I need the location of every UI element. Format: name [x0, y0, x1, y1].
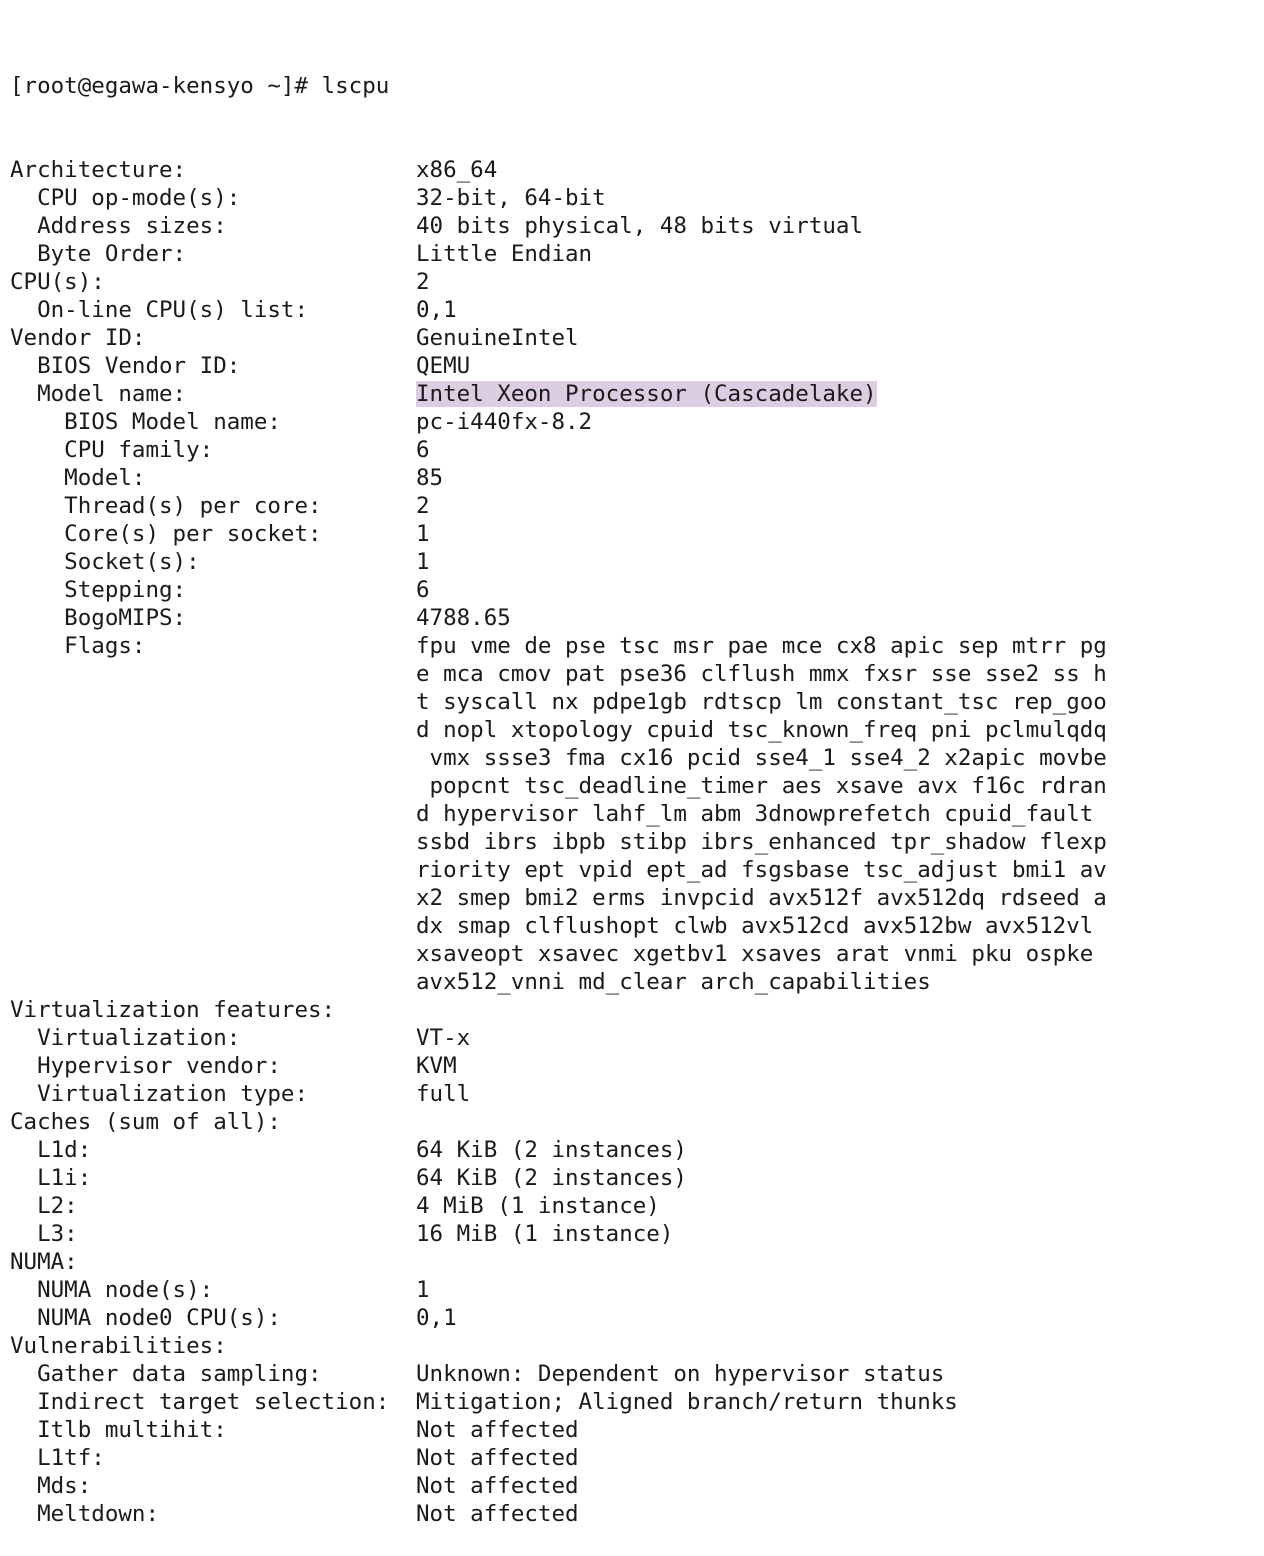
field-label: CPU op-mode(s):: [10, 185, 241, 211]
selected-field-value: Intel Xeon Processor (Cascadelake): [416, 381, 877, 407]
field-value: 64 KiB (2 instances): [416, 1165, 687, 1191]
output-line: [10, 1220, 1107, 1248]
field-value: x86_64: [416, 157, 498, 183]
output-line: [10, 576, 1107, 604]
output-line: [10, 996, 1107, 1024]
output-line: [10, 912, 1107, 940]
field-value: Not affected: [416, 1501, 579, 1527]
field-value: full: [416, 1081, 471, 1107]
output-line: [10, 828, 1107, 856]
field-label: BIOS Vendor ID:: [10, 353, 241, 379]
field-value: VT-x: [416, 1025, 471, 1051]
lscpu-output: [10, 156, 1107, 1528]
output-line: [10, 604, 1107, 632]
output-line: [10, 800, 1107, 828]
output-line: [10, 1416, 1107, 1444]
field-value: 16 MiB (1 instance): [416, 1221, 674, 1247]
output-line: [10, 464, 1107, 492]
field-value: avx512_vnni md_clear arch_capabilities: [416, 969, 931, 995]
output-line: [10, 408, 1107, 436]
field-value: pc-i440fx-8.2: [416, 409, 593, 435]
field-value: 0,1: [416, 297, 457, 323]
field-value: Mitigation; Aligned branch/return thunks: [416, 1389, 958, 1415]
field-label: CPU family:: [10, 437, 214, 463]
field-value: d hypervisor lahf_lm abm 3dnowprefetch cpuid_fault: [416, 801, 1094, 827]
output-line: [10, 1108, 1107, 1136]
output-line: [10, 1248, 1107, 1276]
output-line: [10, 492, 1107, 520]
field-label: BogoMIPS:: [10, 605, 187, 631]
field-label: Meltdown:: [10, 1501, 160, 1527]
field-value: riority ept vpid ept_ad fsgsbase tsc_adjust bmi1 av: [416, 857, 1107, 883]
output-line: [10, 884, 1107, 912]
field-label: Core(s) per socket:: [10, 521, 322, 547]
field-label: NUMA:: [10, 1249, 78, 1275]
field-value: 1: [416, 521, 430, 547]
field-label: Gather data sampling:: [10, 1361, 322, 1387]
output-line: [10, 660, 1107, 688]
field-value: ssbd ibrs ibpb stibp ibrs_enhanced tpr_shadow flexp: [416, 829, 1107, 855]
field-label: Model name:: [10, 381, 187, 407]
output-line: [10, 1080, 1107, 1108]
output-line: [10, 688, 1107, 716]
output-line: [10, 352, 1107, 380]
field-label: Virtualization type:: [10, 1081, 309, 1107]
output-line: [10, 1444, 1107, 1472]
field-label: Model:: [10, 465, 146, 491]
field-value: e mca cmov pat pse36 clflush mmx fxsr sse sse2 ss h: [416, 661, 1107, 687]
field-label: On-line CPU(s) list:: [10, 297, 309, 323]
field-value: Not affected: [416, 1473, 579, 1499]
field-label: Stepping:: [10, 577, 187, 603]
output-line: [10, 520, 1107, 548]
output-line: [10, 324, 1107, 352]
field-value: vmx ssse3 fma cx16 pcid sse4_1 sse4_2 x2apic movbe: [416, 745, 1107, 771]
output-line: [10, 856, 1107, 884]
terminal-output[interactable]: [10, 16, 1107, 1556]
field-value: 6: [416, 437, 430, 463]
field-value: 4788.65: [416, 605, 511, 631]
field-label: Virtualization:: [10, 1025, 241, 1051]
field-value: 0,1: [416, 1305, 457, 1331]
field-label: Vulnerabilities:: [10, 1333, 227, 1359]
output-line: [10, 1500, 1107, 1528]
output-line: [10, 1024, 1107, 1052]
output-line: [10, 1360, 1107, 1388]
field-label: Architecture:: [10, 157, 187, 183]
output-line: [10, 1052, 1107, 1080]
field-value: xsaveopt xsavec xgetbv1 xsaves arat vnmi pku ospke: [416, 941, 1094, 967]
field-value: 32-bit, 64-bit: [416, 185, 606, 211]
field-label: L3:: [10, 1221, 78, 1247]
field-label: Address sizes:: [10, 213, 227, 239]
field-label: Hypervisor vendor:: [10, 1053, 281, 1079]
output-line: [10, 548, 1107, 576]
output-line: [10, 184, 1107, 212]
field-value: QEMU: [416, 353, 471, 379]
output-line: [10, 1304, 1107, 1332]
field-label: L2:: [10, 1193, 78, 1219]
command-prompt: [root@egawa-kensyo ~]# lscpu: [10, 73, 390, 99]
field-label: Itlb multihit:: [10, 1417, 227, 1443]
output-line: [10, 940, 1107, 968]
field-value: Unknown: Dependent on hypervisor status: [416, 1361, 945, 1387]
field-value: popcnt tsc_deadline_timer aes xsave avx f16c rdran: [416, 773, 1107, 799]
field-label: Indirect target selection:: [10, 1389, 390, 1415]
field-value: fpu vme de pse tsc msr pae mce cx8 apic sep mtrr pg: [416, 633, 1107, 659]
output-line: [10, 436, 1107, 464]
output-line: [10, 268, 1107, 296]
field-label: L1d:: [10, 1137, 92, 1163]
output-line: [10, 156, 1107, 184]
field-label: Vendor ID:: [10, 325, 146, 351]
output-line: [10, 240, 1107, 268]
field-value: d nopl xtopology cpuid tsc_known_freq pni pclmulqdq: [416, 717, 1107, 743]
output-line: [10, 716, 1107, 744]
field-label: NUMA node(s):: [10, 1277, 214, 1303]
field-value: 6: [416, 577, 430, 603]
field-value: 85: [416, 465, 444, 491]
field-value: 2: [416, 493, 430, 519]
field-label: Socket(s):: [10, 549, 200, 575]
field-label: Thread(s) per core:: [10, 493, 322, 519]
field-value: 2: [416, 269, 430, 295]
field-value: KVM: [416, 1053, 457, 1079]
field-label: BIOS Model name:: [10, 409, 281, 435]
output-line: [10, 1164, 1107, 1192]
field-label: L1tf:: [10, 1445, 105, 1471]
output-line: [10, 1192, 1107, 1220]
field-label: NUMA node0 CPU(s):: [10, 1305, 281, 1331]
output-line: [10, 744, 1107, 772]
output-line: [10, 212, 1107, 240]
field-value: x2 smep bmi2 erms invpcid avx512f avx512dq rdseed a: [416, 885, 1107, 911]
field-value: 4 MiB (1 instance): [416, 1193, 660, 1219]
field-value: dx smap clflushopt clwb avx512cd avx512bw avx512vl: [416, 913, 1094, 939]
field-label: L1i:: [10, 1165, 92, 1191]
output-line: [10, 296, 1107, 324]
field-value: 64 KiB (2 instances): [416, 1137, 687, 1163]
field-value: 1: [416, 549, 430, 575]
output-line: [10, 1332, 1107, 1360]
field-label: Virtualization features:: [10, 997, 336, 1023]
output-line: [10, 1472, 1107, 1500]
output-line: [10, 772, 1107, 800]
field-value: GenuineIntel: [416, 325, 579, 351]
output-line: [10, 1136, 1107, 1164]
field-value: Not affected: [416, 1417, 579, 1443]
field-value: 40 bits physical, 48 bits virtual: [416, 213, 864, 239]
field-value: Little Endian: [416, 241, 593, 267]
output-line: [10, 380, 1107, 408]
field-label: CPU(s):: [10, 269, 105, 295]
field-label: Caches (sum of all):: [10, 1109, 281, 1135]
output-line: [10, 968, 1107, 996]
output-line: [10, 1276, 1107, 1304]
output-line: [10, 632, 1107, 660]
field-value: Not affected: [416, 1445, 579, 1471]
field-label: Byte Order:: [10, 241, 187, 267]
field-label: Mds:: [10, 1473, 92, 1499]
field-label: Flags:: [10, 633, 146, 659]
output-line: [10, 1388, 1107, 1416]
field-value: t syscall nx pdpe1gb rdtscp lm constant_tsc rep_goo: [416, 689, 1107, 715]
field-value: 1: [416, 1277, 430, 1303]
